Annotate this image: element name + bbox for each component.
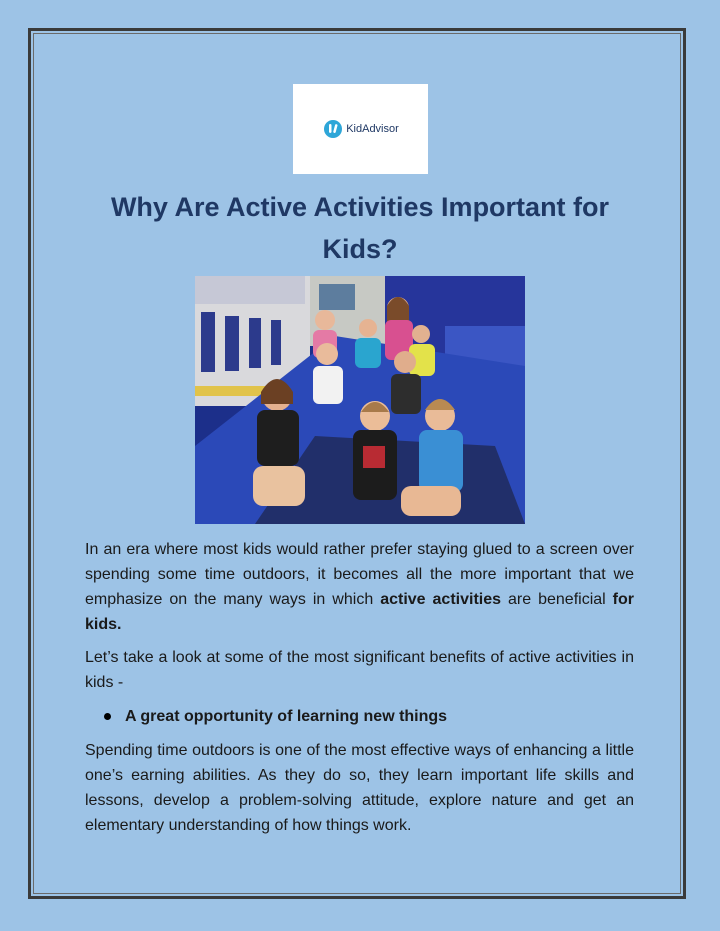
- intro-text-2: are beneficial: [501, 591, 613, 608]
- lead-in-paragraph: Let’s take a look at some of the most significant benefits of active activities in kids -: [85, 649, 634, 691]
- kidadvisor-logo-icon: [322, 119, 344, 139]
- logo-wordmark: KidAdvisor: [346, 123, 399, 135]
- bullet-dot-icon: [104, 713, 111, 720]
- intro-paragraph: [85, 537, 634, 637]
- bullet-text: A great opportunity of learning new things: [125, 708, 448, 725]
- kids-group-photo: [195, 276, 525, 524]
- bullet-item: [104, 704, 447, 729]
- body-paragraph: Spending time outdoors is one of the most effective ways of enhancing a little one’s earning abilities. As they do so, they learn important life skills and lessons, develop a problem-solving attitude, explore nature and get an elementary understanding of how things work.: [85, 742, 634, 834]
- intro-bold-1: active activities: [380, 591, 502, 608]
- intro-bold-2: for kids.: [85, 591, 634, 633]
- logo: [293, 84, 428, 174]
- intro-text-1: In an era where most kids would rather prefer staying glued to a screen over spending some time outdoors, it becomes all the more important that we emphasize on the many ways in which: [85, 541, 634, 608]
- page-title: Why Are Active Activities Important for Kids?: [110, 192, 610, 264]
